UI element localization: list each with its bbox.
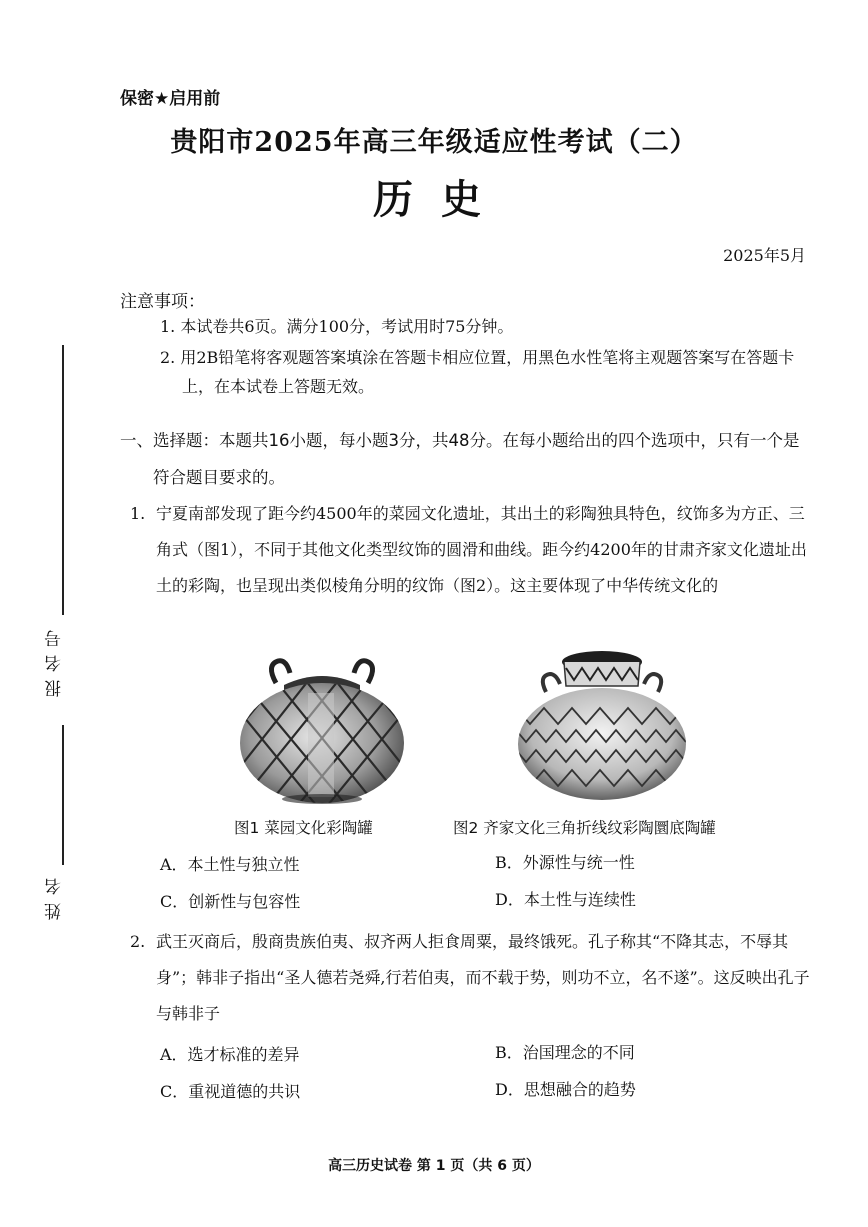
- notice-item-2: [160, 343, 810, 401]
- question-1-number: 1.: [130, 504, 146, 523]
- notice-item-1: 1. 本试卷共6页。满分100分，考试用时75分钟。: [160, 317, 514, 336]
- sidebar-label-registration-number: 报名号: [45, 622, 65, 697]
- binding-line-middle: [62, 725, 64, 865]
- notice-heading: 注意事项：: [120, 292, 205, 312]
- question-1-stem: [130, 496, 812, 604]
- subject-title: 历史: [373, 176, 509, 223]
- exam-date: 2025年5月: [723, 246, 806, 265]
- figure-1-caption: 图1 菜园文化彩陶罐: [234, 819, 373, 837]
- section-heading: [120, 422, 810, 496]
- question-2-option-d[interactable]: D．思想融合的趋势: [495, 1080, 636, 1099]
- question-2-number: 2.: [130, 932, 146, 951]
- painted-pottery-jar-zigzag-icon: [516, 646, 688, 802]
- sidebar-label-name: 姓名: [45, 870, 65, 920]
- question-2-stem: [130, 924, 812, 1032]
- section-heading-text: 一、选择题：本题共16小题，每小题3分，共48分。在每小题给出的四个选项中，只有一个是符合题目要求的。: [120, 431, 800, 487]
- painted-pottery-jar-lattice-icon: [236, 655, 408, 807]
- notice-item-2-text: 2. 用2B铅笔将客观题答案填涂在答题卡相应位置，用黑色水性笔将主观题答案写在答题卡上，在本试卷上答题无效。: [160, 348, 795, 396]
- question-1-option-d[interactable]: D．本土性与连续性: [495, 890, 636, 909]
- figure-2-caption: 图2 齐家文化三角折线纹彩陶圜底陶罐: [453, 819, 716, 837]
- confidential-mark: 保密★启用前: [120, 89, 221, 109]
- question-2-option-c[interactable]: C．重视道德的共识: [160, 1082, 301, 1101]
- binding-line-top: [62, 345, 64, 615]
- question-2: [130, 924, 812, 1032]
- question-2-option-a[interactable]: A．选才标准的差异: [160, 1045, 300, 1064]
- question-1-option-b[interactable]: B．外源性与统一性: [495, 853, 635, 872]
- exam-title: 贵阳市2025年高三年级适应性考试（二）: [170, 127, 698, 158]
- question-1-text: 宁夏南部发现了距今约4500年的菜园文化遗址，其出土的彩陶独具特色，纹饰多为方正、三角式（图1），不同于其他文化类型纹饰的圆滑和曲线。距今约4200年的甘肃齐家文化遗址出土的彩陶，也呈现出类似棱角分明的纹饰（图2）。这主要体现了中华传统文化的: [156, 504, 807, 595]
- question-1: [130, 496, 812, 604]
- question-2-text: 武王灭商后，殷商贵族伯夷、叔齐两人拒食周粟，最终饿死。孔子称其“不降其志，不辱其身”；韩非子指出“圣人德若尧舜,行若伯夷，而不载于势，则功不立，名不遂”。这反映出孔子与韩非子: [156, 932, 810, 1023]
- question-1-option-c[interactable]: C．创新性与包容性: [160, 892, 301, 911]
- page-footer: 高三历史试卷 第 1 页（共 6 页）: [328, 1158, 540, 1174]
- question-2-option-b[interactable]: B．治国理念的不同: [495, 1043, 635, 1062]
- question-1-option-a[interactable]: A．本土性与独立性: [160, 855, 300, 874]
